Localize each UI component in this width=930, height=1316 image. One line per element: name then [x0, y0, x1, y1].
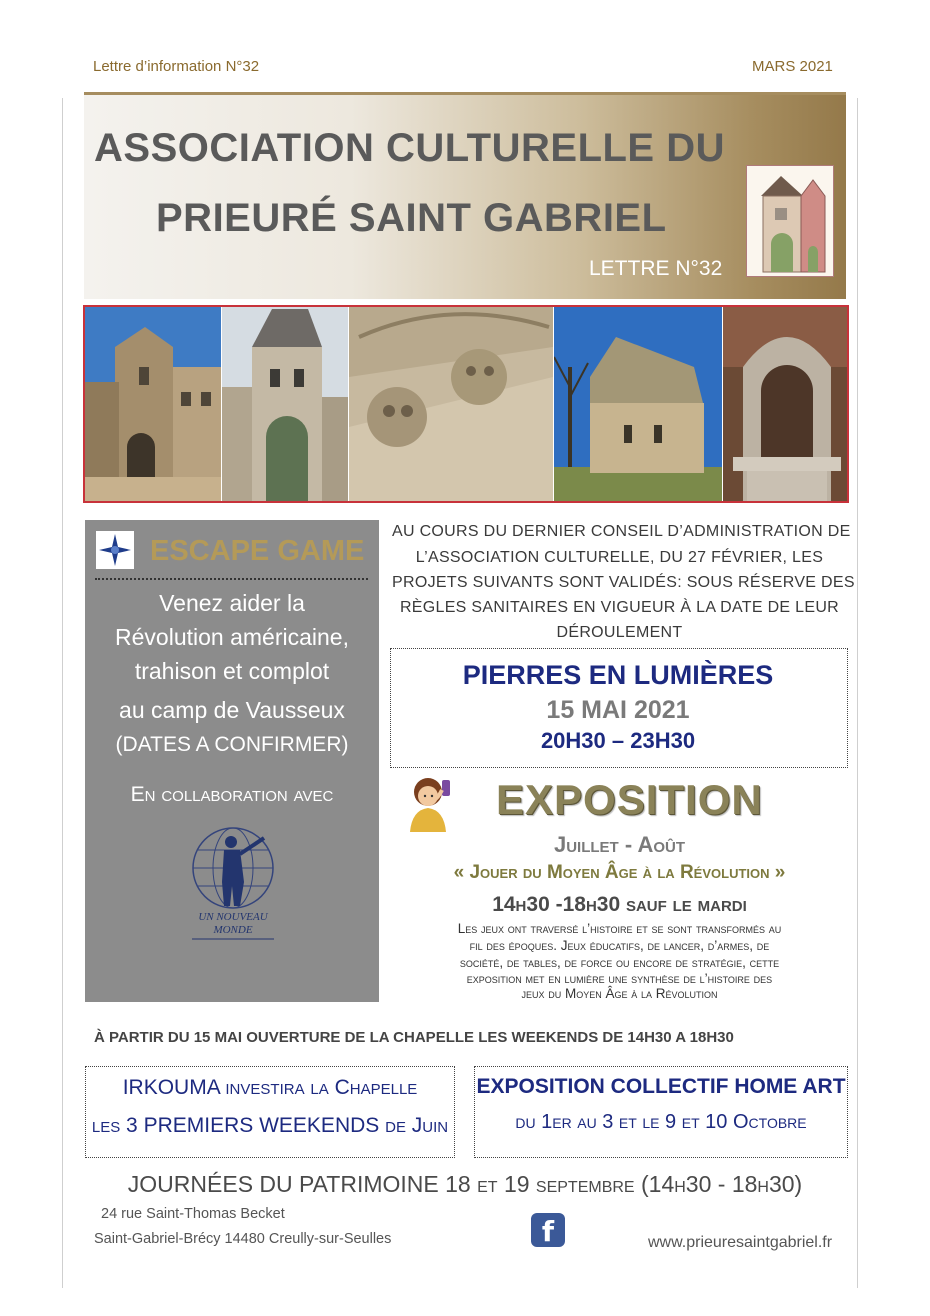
exposition-months: Juillet - Août — [553, 832, 685, 857]
exposition-subtitle: « Jouer du Moyen Âge à la Révolution » — [453, 862, 786, 883]
newsletter-label: Lettre d’information N°32 — [93, 58, 260, 75]
left-page-rule — [62, 98, 63, 1288]
right-page-rule — [857, 98, 858, 1288]
irkouma-line2: les 3 PREMIERS WEEKENDS de Juin — [91, 1114, 449, 1137]
escape-text-line: Révolution américaine, — [115, 624, 349, 650]
intro-line: AU COURS DU DERNIER CONSEIL D’ADMINISTRATION DE — [392, 523, 851, 540]
exposition-desc-line: exposition met en lumière une synthèse de l’histoire des — [466, 971, 773, 986]
facebook-icon[interactable]: f — [531, 1213, 565, 1247]
girl-phone-icon — [398, 770, 462, 832]
un-nouveau-monde-logo — [186, 820, 280, 942]
escape-divider — [95, 578, 368, 580]
priory-tower-photo — [85, 307, 222, 501]
chapel-photo — [554, 307, 723, 501]
exposition-title: EXPOSITION — [496, 776, 763, 823]
banner-title-line2: PRIEURÉ SAINT GABRIEL — [156, 196, 667, 240]
photo-strip — [83, 305, 849, 503]
banner-lettre-number: LETTRE N°32 — [589, 257, 723, 280]
chapelle-opening-notice: À PARTIR DU 15 MAI OUVERTURE DE LA CHAPELLE LES WEEKENDS DE 14H30 A 18H30 — [94, 1029, 734, 1046]
compass-star-icon — [96, 531, 134, 569]
newsletter-date: MARS 2021 — [752, 58, 833, 75]
journees-patrimoine: JOURNÉES DU PATRIMOINE 18 et 19 septembre (14h30 - 18h30) — [127, 1171, 803, 1197]
intro-line: RÈGLES SANITAIRES EN VIGUEUR À LA DATE DE LEUR — [399, 599, 840, 616]
address-line1: 24 rue Saint-Thomas Becket — [101, 1206, 285, 1222]
escape-game-title: ESCAPE GAME — [150, 535, 365, 567]
partner-name-line2: MONDE — [213, 924, 253, 936]
website-link[interactable]: www.prieuresaintgabriel.fr — [648, 1234, 833, 1251]
partner-name-line1: UN NOUVEAU — [198, 911, 268, 923]
escape-text-line: au camp de Vausseux — [119, 697, 345, 723]
intro-line: PROJETS SUIVANTS SONT VALIDÉS: SOUS RÉSERVE DES — [392, 574, 855, 591]
escape-text-line: trahison et complot — [134, 658, 330, 684]
exposition-desc-line: Les jeux ont traversé l’histoire et se sont transformés au — [457, 921, 782, 936]
exposition-hours: 14h30 -18h30 sauf le mardi — [492, 893, 747, 916]
intro-line: L’ASSOCIATION CULTURELLE, DU 27 FÉVRIER, LES — [415, 549, 824, 566]
escape-collab-text: En collaboration avec — [130, 783, 334, 806]
home-art-title: EXPOSITION COLLECTIF HOME ART — [476, 1075, 846, 1098]
carved-stone-photo — [349, 307, 554, 501]
priory-gate-icon — [746, 165, 834, 277]
irkouma-line1: IRKOUMA investira la Chapelle — [122, 1076, 418, 1099]
banner-title-line1: ASSOCIATION CULTURELLE DU — [94, 126, 725, 170]
exposition-desc-line: fil des époques. Jeux éducatifs, de lancer, d’armes, de — [469, 938, 770, 953]
exposition-desc-line: jeux du Moyen Âge à la Révolution — [521, 986, 718, 1001]
escape-text-line: (DATES A CONFIRMER) — [115, 733, 349, 756]
exposition-desc-line: société, de tables, de force ou encore de stratégie, cette — [459, 955, 780, 970]
pierres-time: 20H30 – 23H30 — [540, 728, 696, 753]
pierres-date: 15 MAI 2021 — [546, 696, 690, 724]
stone-niche-photo — [723, 307, 849, 501]
priory-gate-photo — [222, 307, 349, 501]
intro-line: DÉROULEMENT — [556, 624, 683, 641]
escape-text-line: Venez aider la — [159, 590, 305, 616]
home-art-dates: du 1er au 3 et le 9 et 10 Octobre — [515, 1111, 807, 1133]
address-line2: Saint-Gabriel-Brécy 14480 Creully-sur-Seulles — [94, 1231, 392, 1247]
pierres-title: PIERRES EN LUMIÈRES — [462, 660, 774, 690]
